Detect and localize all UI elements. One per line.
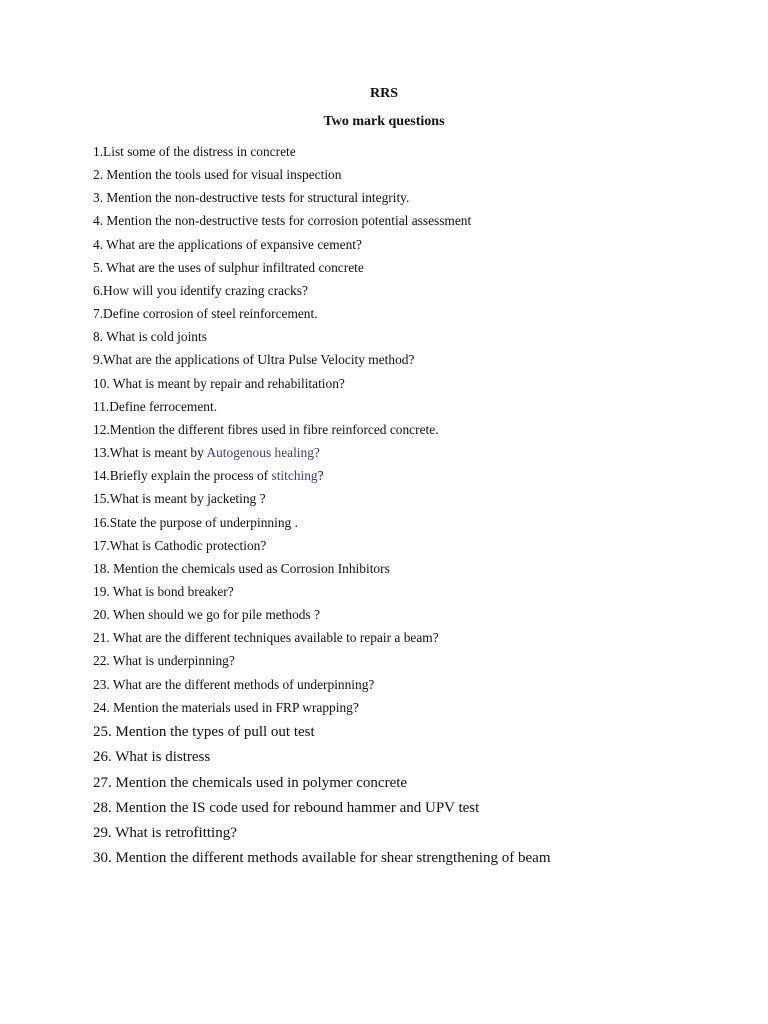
question-item: 21. What are the different techniques available to repair a beam?: [93, 630, 439, 646]
question-item: 3. Mention the non-destructive tests for structural integrity.: [93, 190, 410, 206]
question-prefix: 13.What is meant by: [93, 445, 207, 461]
question-item: 16.State the purpose of underpinning .: [93, 514, 298, 530]
question-item: 1.List some of the distress in concrete: [93, 144, 296, 159]
question-accent-term: Autogenous healing?: [206, 445, 320, 461]
question-item: 15.What is meant by jacketing ?: [93, 491, 266, 507]
question-accent-term: stitching: [271, 468, 318, 484]
question-item: 29. What is retrofitting?: [93, 825, 237, 842]
question-item: 28. Mention the IS code used for rebound hammer and UPV test: [93, 799, 480, 816]
question-item: 2. Mention the tools used for visual inspection: [93, 167, 342, 183]
question-item: [93, 441, 551, 464]
question-item: 30. Mention the different methods available for shear strengthening of beam: [93, 850, 551, 867]
question-item: 9.What are the applications of Ultra Pulse Velocity method?: [93, 352, 415, 368]
question-suffix: ?: [317, 468, 324, 484]
question-item: 8. What is cold joints: [93, 329, 207, 345]
question-item: 5. What are the uses of sulphur infiltrated concrete: [93, 259, 364, 275]
question-item: 19. What is bond breaker?: [93, 583, 234, 599]
question-item: [93, 464, 551, 487]
question-item: 20. When should we go for pile methods ?: [93, 607, 320, 623]
question-item: 24. Mention the materials used in FRP wrapping?: [93, 699, 359, 715]
question-item: 27. Mention the chemicals used in polymer concrete: [93, 774, 408, 791]
question-item: 18. Mention the chemicals used as Corrosion Inhibitors: [93, 560, 390, 576]
question-item: 26. What is distress: [93, 749, 211, 766]
question-item: 10. What is meant by repair and rehabilitation?: [93, 375, 345, 391]
question-item: 11.Define ferrocement.: [93, 398, 218, 414]
question-item: 7.Define corrosion of steel reinforcement.: [93, 306, 318, 322]
question-item: 22. What is underpinning?: [93, 653, 235, 669]
question-item: 17.What is Cathodic protection?: [93, 537, 267, 553]
question-item: 4. Mention the non-destructive tests for corrosion potential assessment: [93, 213, 472, 229]
question-prefix: 14.Briefly explain the process of: [93, 468, 272, 484]
question-item: 25. Mention the types of pull out test: [93, 723, 315, 740]
question-item: 6.How will you identify crazing cracks?: [93, 282, 308, 298]
question-list: [93, 140, 551, 872]
document-title: RRS: [369, 86, 398, 101]
question-item: 12.Mention the different fibres used in fibre reinforced concrete.: [93, 421, 439, 437]
question-item: 23. What are the different methods of underpinning?: [93, 676, 375, 692]
document-subtitle: Two mark questions: [323, 114, 445, 129]
question-item: 4. What are the applications of expansive cement?: [93, 236, 362, 252]
